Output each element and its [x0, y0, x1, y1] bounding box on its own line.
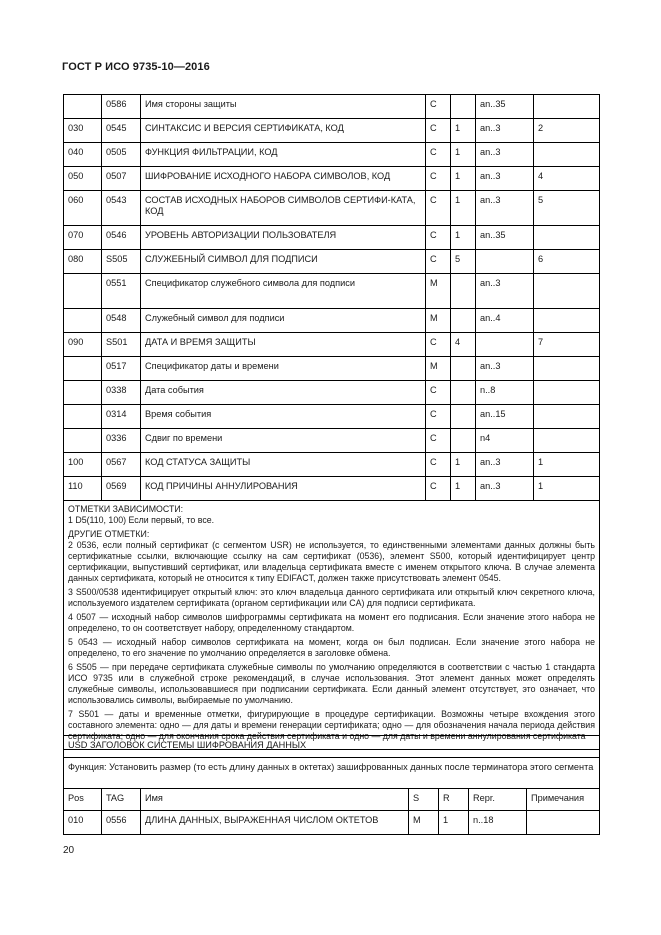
document-header: ГОСТ Р ИСО 9735-10—2016 — [62, 61, 210, 73]
table-row — [64, 357, 600, 381]
table-row — [64, 95, 600, 119]
cell-r — [451, 405, 476, 429]
cell-r — [451, 429, 476, 453]
cell-s: C — [426, 477, 451, 501]
cell-pos: 040 — [64, 143, 102, 167]
cell-s: M — [426, 274, 451, 309]
cell-pos: 110 — [64, 477, 102, 501]
cell-note: 2 — [534, 119, 600, 143]
cell-tag: 0586 — [102, 95, 141, 119]
cell-name: СОСТАВ ИСХОДНЫХ НАБОРОВ СИМВОЛОВ СЕРТИФИ-КАТА, КОД — [141, 191, 426, 226]
table-row — [64, 226, 600, 250]
cell-note: 6 — [534, 250, 600, 274]
cell-s: C — [426, 119, 451, 143]
cell-r — [451, 357, 476, 381]
table-row — [64, 309, 600, 333]
table-row — [64, 119, 600, 143]
cell-name: Время события — [141, 405, 426, 429]
cell-repr: an..15 — [476, 405, 534, 429]
page-number: 20 — [63, 845, 75, 856]
cell-r: 1 — [451, 226, 476, 250]
cell-s: M — [409, 811, 439, 835]
cell-name: ДЛИНА ДАННЫХ, ВЫРАЖЕННАЯ ЧИСЛОМ ОКТЕТОВ — [141, 811, 409, 835]
cell-s: C — [426, 405, 451, 429]
cell-tag: 0505 — [102, 143, 141, 167]
table-row — [64, 811, 600, 835]
cell-s: C — [426, 453, 451, 477]
cell-r: 1 — [451, 119, 476, 143]
table-row — [64, 477, 600, 501]
cell-r: 1 — [451, 477, 476, 501]
cell-s: C — [426, 429, 451, 453]
cell-pos: 010 — [64, 811, 102, 835]
cell-repr — [476, 333, 534, 357]
cell-tag: 0517 — [102, 357, 141, 381]
cell-tag: 0551 — [102, 274, 141, 309]
cell-name: СИНТАКСИС И ВЕРСИЯ СЕРТИФИКАТА, КОД — [141, 119, 426, 143]
table-row — [64, 274, 600, 309]
cell-tag: 0569 — [102, 477, 141, 501]
cell-s: M — [426, 357, 451, 381]
table-row — [64, 333, 600, 357]
cell-tag: 0338 — [102, 381, 141, 405]
cell-tag: 0545 — [102, 119, 141, 143]
dependency-note-1: 1 D5(110, 100) Если первый, то все. — [68, 515, 215, 525]
cell-tag: 0546 — [102, 226, 141, 250]
cell-repr — [476, 250, 534, 274]
cell-repr: n..18 — [469, 811, 527, 835]
cell-tag: S505 — [102, 250, 141, 274]
cell-repr: an..3 — [476, 143, 534, 167]
note-4: 4 0507 — исходный набор символов шифрограммы сертификата на момент его подписания. Если значение этого набора не определено, то он соответствует набору, определенному стандартом. — [68, 612, 595, 633]
cell-name: КОД СТАТУСА ЗАЩИТЫ — [141, 453, 426, 477]
cell-s: C — [426, 143, 451, 167]
cell-note — [534, 357, 600, 381]
cell-note: 7 — [534, 333, 600, 357]
notes-cell — [64, 501, 600, 750]
cell-note — [534, 274, 600, 309]
cell-repr: an..3 — [476, 357, 534, 381]
col-header-repr: Repr. — [469, 789, 527, 811]
cell-name: УРОВЕНЬ АВТОРИЗАЦИИ ПОЛЬЗОВАТЕЛЯ — [141, 226, 426, 250]
table-row — [64, 167, 600, 191]
dependency-notes-title: ОТМЕТКИ ЗАВИСИМОСТИ: — [68, 504, 184, 514]
cell-note: 1 — [534, 477, 600, 501]
cell-name: КОД ПРИЧИНЫ АННУЛИРОВАНИЯ — [141, 477, 426, 501]
cell-repr: an..3 — [476, 477, 534, 501]
cell-s: C — [426, 167, 451, 191]
cell-pos: 070 — [64, 226, 102, 250]
cell-name: Спецификатор даты и времени — [141, 357, 426, 381]
cell-name: Служебный символ для подписи — [141, 309, 426, 333]
cell-repr: n..8 — [476, 381, 534, 405]
cell-note — [534, 309, 600, 333]
usd-segment-table — [63, 735, 600, 835]
cell-r — [451, 381, 476, 405]
cell-name: Дата события — [141, 381, 426, 405]
cell-tag: 0548 — [102, 309, 141, 333]
cell-repr: an..3 — [476, 274, 534, 309]
cell-name: Спецификатор служебного символа для подписи — [141, 274, 426, 309]
cell-tag: 0543 — [102, 191, 141, 226]
note-7: 7 S501 — даты и временные отметки, фигурирующие в процедуре сертификации. Возможны четыре вхождения этого составного элемента: одно — для даты и времени генерации сертификата; одно — для обозначения начала периода действия сертификата; одно — для окончания срока действия сертификата и одно — для даты и времени аннулирования сертификата — [68, 709, 595, 741]
cell-pos: 080 — [64, 250, 102, 274]
cell-r: 1 — [451, 191, 476, 226]
cell-pos — [64, 405, 102, 429]
cell-repr: n4 — [476, 429, 534, 453]
cell-repr: an..4 — [476, 309, 534, 333]
col-header-pos: Pos — [64, 789, 102, 811]
table-row — [64, 429, 600, 453]
cell-r: 4 — [451, 333, 476, 357]
cell-repr: an..3 — [476, 167, 534, 191]
col-header-r: R — [439, 789, 469, 811]
cell-name: СЛУЖЕБНЫЙ СИМВОЛ ДЛЯ ПОДПИСИ — [141, 250, 426, 274]
col-header-s: S — [409, 789, 439, 811]
cell-s: C — [426, 191, 451, 226]
cell-s: C — [426, 95, 451, 119]
note-5: 5 0543 — исходный набор символов сертификата на момент, когда он был подписан. Если значение этого набора не определено, то его значение по умолчанию определяется в заголовке обмена. — [68, 637, 595, 658]
cell-note — [534, 95, 600, 119]
cell-note — [534, 405, 600, 429]
cell-tag: 0336 — [102, 429, 141, 453]
usd-function-description: Функция: Установить размер (то есть длину данных в октетах) зашифрованных данных после терминатора этого сегмента — [64, 758, 600, 789]
cell-pos — [64, 309, 102, 333]
cell-tag: 0314 — [102, 405, 141, 429]
cell-r — [451, 309, 476, 333]
cell-r: 5 — [451, 250, 476, 274]
cell-pos: 100 — [64, 453, 102, 477]
col-header-name: Имя — [141, 789, 409, 811]
cell-pos: 050 — [64, 167, 102, 191]
cell-r — [451, 95, 476, 119]
usd-segment-title: USD ЗАГОЛОВОК СИСТЕМЫ ШИФРОВАНИЯ ДАННЫХ — [64, 736, 600, 758]
cell-pos: 030 — [64, 119, 102, 143]
cell-s: C — [426, 226, 451, 250]
cell-pos — [64, 274, 102, 309]
cell-r: 1 — [439, 811, 469, 835]
cell-repr: an..3 — [476, 191, 534, 226]
table-row — [64, 453, 600, 477]
cell-pos — [64, 357, 102, 381]
note-2: 2 0536, если полный сертификат (с сегментом USR) не используется, то единственными элементами данных должны быть сертификатные ссылки, включающие ссылку на сам сертификат (0536), элемент S500, который идентифицирует центр сертификации, выпустивший сертификат, или владельца сертификата вместе с именем открытого ключа. В случае элемента данных сертификата, который не относится к типу EDIFACT, должен также присутствовать элемент 0545. — [68, 540, 595, 583]
cell-s: C — [426, 381, 451, 405]
col-header-notes: Примечания — [527, 789, 600, 811]
cell-tag: 0507 — [102, 167, 141, 191]
table-row — [64, 191, 600, 226]
cell-r: 1 — [451, 453, 476, 477]
cell-name: ДАТА И ВРЕМЯ ЗАЩИТЫ — [141, 333, 426, 357]
cell-repr: an..35 — [476, 226, 534, 250]
cell-repr: an..3 — [476, 119, 534, 143]
note-6: 6 S505 — при передаче сертификата служебные символы по умолчанию определяются в соответствии с частью 1 стандарта ИСО 9735 или в служебной строке рекомендаций, в случае использования. Этот элемент данных может определять служебные символы, использовавшиеся при подписании сертификата. Если данный элемент отсутствует, это означает, что использовались символы, выбираемые по умолчанию. — [68, 662, 595, 705]
cell-pos: 060 — [64, 191, 102, 226]
table-row — [64, 143, 600, 167]
cell-pos: 090 — [64, 333, 102, 357]
cell-note — [534, 429, 600, 453]
cell-name: Имя стороны защиты — [141, 95, 426, 119]
cell-repr: an..3 — [476, 453, 534, 477]
cell-note — [534, 381, 600, 405]
segment-elements-table — [63, 94, 600, 750]
cell-note — [534, 226, 600, 250]
cell-name: Сдвиг по времени — [141, 429, 426, 453]
cell-note: 5 — [534, 191, 600, 226]
cell-s: C — [426, 333, 451, 357]
cell-s: C — [426, 250, 451, 274]
cell-note — [534, 143, 600, 167]
cell-pos — [64, 95, 102, 119]
cell-pos — [64, 429, 102, 453]
other-notes-title: ДРУГИЕ ОТМЕТКИ: — [68, 529, 150, 539]
cell-tag: S501 — [102, 333, 141, 357]
cell-s: M — [426, 309, 451, 333]
cell-tag: 0567 — [102, 453, 141, 477]
cell-tag: 0556 — [102, 811, 141, 835]
table-row — [64, 381, 600, 405]
cell-r — [451, 274, 476, 309]
table-row — [64, 250, 600, 274]
cell-pos — [64, 381, 102, 405]
cell-repr: an..35 — [476, 95, 534, 119]
col-header-tag: TAG — [102, 789, 141, 811]
cell-note: 4 — [534, 167, 600, 191]
cell-note — [527, 811, 600, 835]
cell-name: ФУНКЦИЯ ФИЛЬТРАЦИИ, КОД — [141, 143, 426, 167]
cell-note: 1 — [534, 453, 600, 477]
cell-r: 1 — [451, 167, 476, 191]
table-row — [64, 405, 600, 429]
cell-name: ШИФРОВАНИЕ ИСХОДНОГО НАБОРА СИМВОЛОВ, КОД — [141, 167, 426, 191]
note-3: 3 S500/0538 идентифицирует открытый ключ: это ключ владельца данного сертификата или открытый ключ секретного ключа, используемого издателем сертификата (органом сертификации или CA) для подписи сертификата. — [68, 587, 595, 608]
cell-r: 1 — [451, 143, 476, 167]
